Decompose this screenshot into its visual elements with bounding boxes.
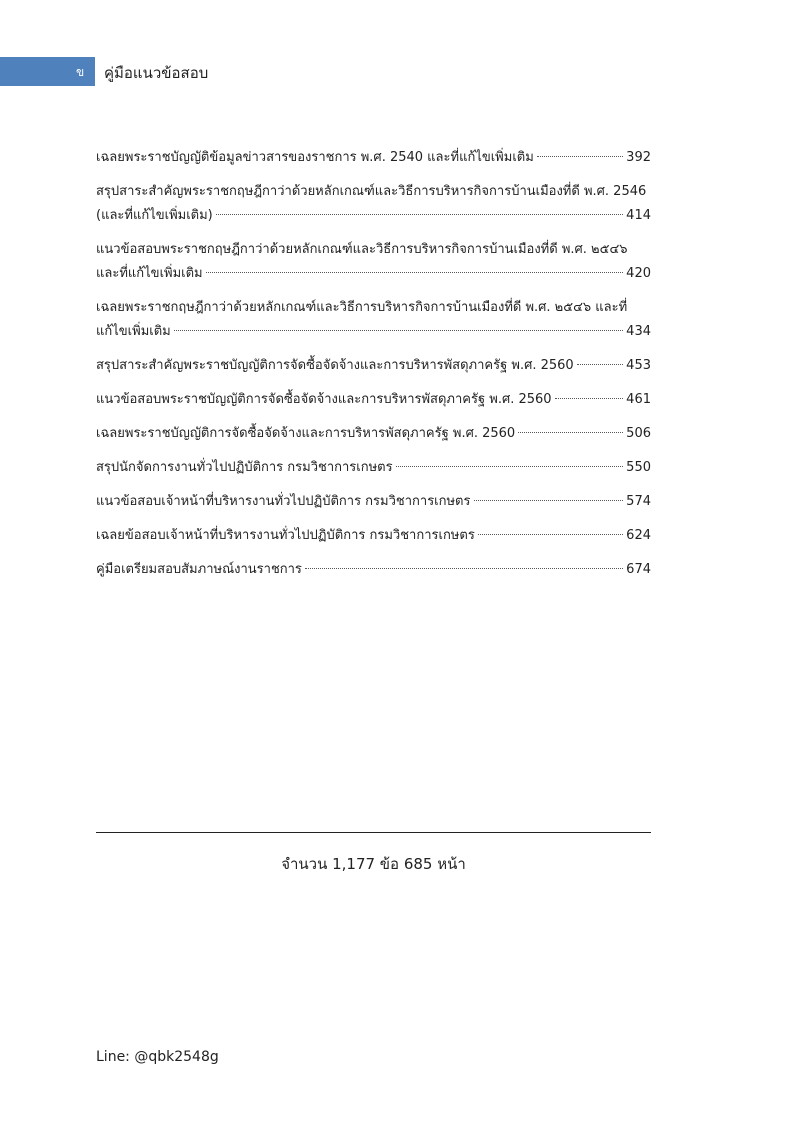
- toc-dot-leader: [174, 330, 623, 331]
- toc-page-number: 506: [626, 426, 651, 441]
- toc-entry-title-line: (และที่แก้ไขเพิ่มเติม): [96, 208, 213, 223]
- toc-dot-leader: [518, 432, 623, 433]
- table-of-contents: [96, 146, 651, 592]
- toc-entry-last-line: [96, 524, 651, 548]
- toc-entry: [96, 456, 651, 480]
- toc-entry-title-line: และที่แก้ไขเพิ่มเติม: [96, 266, 203, 281]
- toc-entry: [96, 422, 651, 446]
- toc-entry-title-line: สรุปนักจัดการงานทั่วไปปฏิบัติการ กรมวิชาการเกษตร: [96, 460, 393, 475]
- toc-entry: [96, 490, 651, 514]
- toc-entry-last-line: [96, 456, 651, 480]
- toc-page-number: 624: [626, 528, 651, 543]
- header-title: คู่มือแนวข้อสอบ: [104, 64, 209, 82]
- toc-entry-last-line: [96, 320, 651, 344]
- summary-count: จำนวน 1,177 ข้อ 685 หน้า: [281, 855, 466, 873]
- toc-dot-leader: [555, 398, 624, 399]
- toc-entry-title-line: สรุปสาระสำคัญพระราชบัญญัติการจัดซื้อจัดจ้างและการบริหารพัสดุภาครัฐ พ.ศ. 2560: [96, 358, 574, 373]
- toc-dot-leader: [396, 466, 624, 467]
- toc-entry-title-line: แนวข้อสอบพระราชกฤษฎีกาว่าด้วยหลักเกณฑ์และวิธีการบริหารกิจการบ้านเมืองที่ดี พ.ศ. ๒๕๔๖: [96, 242, 628, 257]
- toc-page-number: 574: [626, 494, 651, 509]
- toc-entry-title-line: เฉลยพระราชบัญญัติข้อมูลข่าวสารของราชการ พ.ศ. 2540 และที่แก้ไขเพิ่มเติม: [96, 150, 534, 165]
- toc-entry-title-line: คู่มือเตรียมสอบสัมภาษณ์งานราชการ: [96, 562, 302, 577]
- toc-dot-leader: [478, 534, 623, 535]
- toc-entry-last-line: [96, 388, 651, 412]
- toc-entry: [96, 388, 651, 412]
- toc-entry: [96, 558, 651, 582]
- toc-dot-leader: [206, 272, 624, 273]
- toc-page-number: 674: [626, 562, 651, 577]
- toc-entry-title-line: แนวข้อสอบพระราชบัญญัติการจัดซื้อจัดจ้างและการบริหารพัสดุภาครัฐ พ.ศ. 2560: [96, 392, 552, 407]
- toc-entry: [96, 180, 651, 228]
- toc-entry: [96, 238, 651, 286]
- toc-dot-leader: [305, 568, 623, 569]
- toc-entry-last-line: [96, 204, 651, 228]
- toc-page-number: 453: [626, 358, 651, 373]
- toc-entry: [96, 146, 651, 170]
- toc-entry: [96, 524, 651, 548]
- toc-page-number: 550: [626, 460, 651, 475]
- toc-dot-leader: [577, 364, 623, 365]
- toc-page-number: 461: [626, 392, 651, 407]
- toc-dot-leader: [216, 214, 623, 215]
- toc-entry-title-line: สรุปสาระสำคัญพระราชกฤษฎีกาว่าด้วยหลักเกณฑ์และวิธีการบริหารกิจการบ้านเมืองที่ดี พ.ศ. 2546: [96, 184, 647, 199]
- toc-entry-last-line: [96, 558, 651, 582]
- toc-entry-last-line: [96, 146, 651, 170]
- toc-entry-last-line: [96, 354, 651, 378]
- toc-entry-title-line: แนวข้อสอบเจ้าหน้าที่บริหารงานทั่วไปปฏิบัติการ กรมวิชาการเกษตร: [96, 494, 471, 509]
- toc-entry-title-line: เฉลยข้อสอบเจ้าหน้าที่บริหารงานทั่วไปปฏิบัติการ กรมวิชาการเกษตร: [96, 528, 475, 543]
- toc-entry-title-line: แก้ไขเพิ่มเติม: [96, 324, 171, 339]
- toc-entry-last-line: [96, 490, 651, 514]
- toc-page-number: 414: [626, 208, 651, 223]
- toc-entry-title-line: เฉลยพระราชกฤษฎีกาว่าด้วยหลักเกณฑ์และวิธีการบริหารกิจการบ้านเมืองที่ดี พ.ศ. ๒๕๔๖ และที่: [96, 300, 628, 315]
- toc-page-number: 434: [626, 324, 651, 339]
- line-contact: Line: @qbk2548g: [96, 1049, 219, 1065]
- toc-entry: [96, 354, 651, 378]
- toc-entry-last-line: [96, 422, 651, 446]
- toc-entry-last-line: [96, 262, 651, 286]
- summary-divider: [96, 832, 651, 833]
- toc-page-number: 392: [626, 150, 651, 165]
- toc-dot-leader: [474, 500, 624, 501]
- header-page-number: ข: [76, 65, 85, 79]
- toc-entry: [96, 296, 651, 344]
- toc-dot-leader: [537, 156, 623, 157]
- toc-page-number: 420: [626, 266, 651, 281]
- toc-entry-title-line: เฉลยพระราชบัญญัติการจัดซื้อจัดจ้างและการบริหารพัสดุภาครัฐ พ.ศ. 2560: [96, 426, 516, 441]
